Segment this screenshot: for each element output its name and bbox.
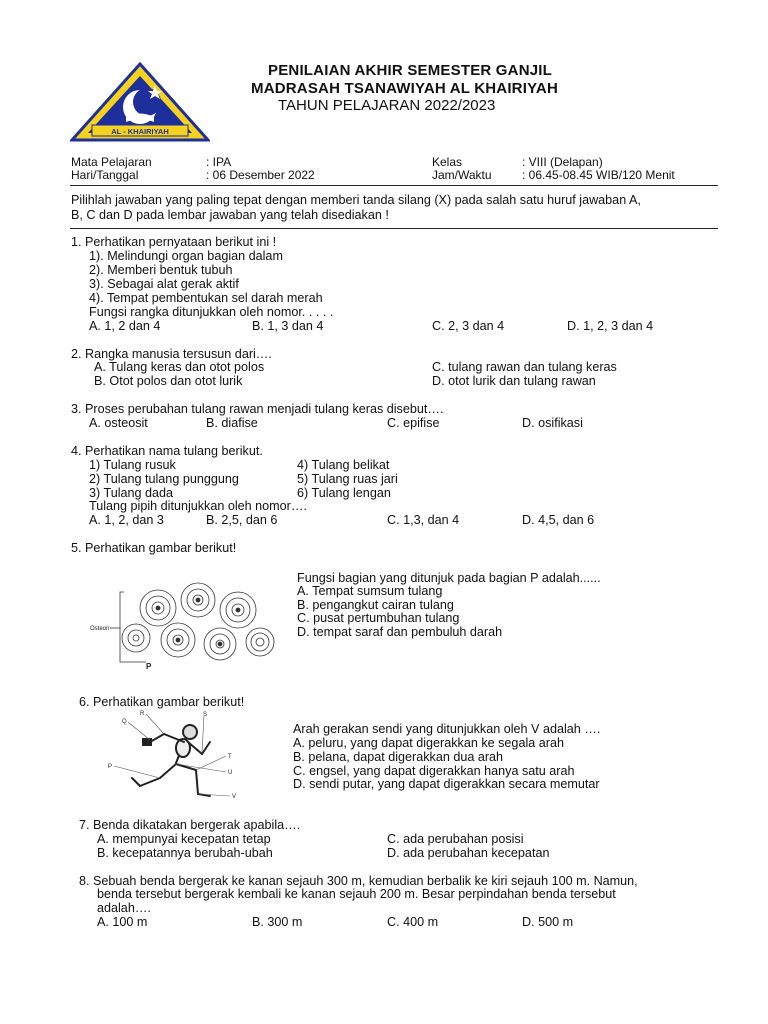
q4-option-a: A. 1, 2, dan 3 — [89, 513, 164, 527]
instruction-line-2: B, C dan D pada lembar jawaban yang telah disediakan ! — [71, 208, 389, 222]
q1-statement-1: 1). Melindungi organ bagian dalam — [89, 249, 283, 263]
q4-option-b: B. 2,5, dan 6 — [206, 513, 278, 527]
q2-option-b: B. Otot polos dan otot lurik — [94, 374, 243, 388]
figure-label-p: P — [108, 764, 113, 770]
time-label: Jam/Waktu — [432, 168, 492, 182]
figure-label-u: U — [228, 770, 233, 776]
figure-label-p: P — [146, 662, 152, 670]
q1-option-b: B. 1, 3 dan 4 — [252, 319, 324, 333]
q6-option-d: D. sendi putar, yang dapat digerakkan secara memutar — [293, 777, 600, 791]
q6-ask: Arah gerakan sendi yang ditunjukkan oleh V adalah …. — [293, 722, 601, 736]
shin-front — [196, 770, 198, 794]
q3-option-b: B. diafise — [206, 416, 258, 430]
foot-back — [132, 778, 140, 786]
q1-option-d: D. 1, 2, 3 dan 4 — [567, 319, 654, 333]
figure-label-t: T — [228, 754, 232, 760]
forearm-right — [202, 742, 210, 754]
hand-glove — [142, 738, 152, 746]
figure-label-v: V — [232, 794, 237, 800]
class-label: Kelas — [432, 155, 463, 169]
school-logo — [70, 62, 210, 144]
osteon-2 — [181, 583, 215, 617]
exam-title: PENILAIAN AKHIR SEMESTER GANJIL — [268, 62, 553, 79]
osteon-1 — [140, 590, 176, 626]
q4-option-d: D. 4,5, dan 6 — [522, 513, 595, 527]
q7-option-b: B. kecepatannya berubah-ubah — [97, 846, 273, 860]
figure-label-r: R — [140, 711, 145, 717]
header-divider-bottom — [70, 228, 718, 229]
q4-option-c: C. 1,3, dan 4 — [387, 513, 460, 527]
q5-ask: Fungsi bagian yang ditunjuk pada bagian P adalah...... — [297, 571, 601, 585]
q1-ask: Fungsi rangka ditunjukkan oleh nomor. . . . . — [89, 305, 334, 319]
q5-option-a: A. Tempat sumsum tulang — [297, 584, 443, 598]
q6-option-a: A. peluru, yang dapat digerakkan ke segala arah — [293, 736, 564, 750]
q6-option-c: C. engsel, yang dapat digerakkan hanya satu arah — [293, 764, 575, 778]
q4-item-6: 6) Tulang lengan — [297, 486, 391, 500]
academic-year: TAHUN PELAJARAN 2022/2023 — [278, 97, 496, 114]
q3-option-c: C. epifise — [387, 416, 440, 430]
q5-option-d: D. tempat saraf dan pembuluh darah — [297, 625, 503, 639]
q6-stem: 6. Perhatikan gambar berikut! — [79, 695, 245, 709]
q7-option-d: D. ada perubahan kecepatan — [387, 846, 550, 860]
q8-line-2: benda tersebut bergerak kembali ke kanan sejauh 200 m. Besar perpindahan benda tersebut — [97, 887, 616, 901]
osteon-6 — [246, 628, 274, 656]
q4-item-2: 2) Tulang tulang punggung — [89, 472, 239, 486]
q1-statement-4: 4). Tempat pembentukan sel darah merah — [89, 291, 323, 305]
q7-stem: 7. Benda dikatakan bergerak apabila…. — [79, 818, 301, 832]
skull — [183, 725, 197, 739]
q2-option-a: A. Tulang keras dan otot polos — [94, 360, 265, 374]
osteon-7 — [122, 624, 150, 652]
q7-option-c: C. ada perubahan posisi — [387, 832, 524, 846]
subject-label: Mata Pelajaran — [71, 155, 152, 169]
q8-option-a: A. 100 m — [97, 915, 148, 929]
q2-option-c: C. tulang rawan dan tulang keras — [432, 360, 617, 374]
q1-statement-2: 2). Memberi bentuk tubuh — [89, 263, 233, 277]
school-name: MADRASAH TSANAWIYAH AL KHAIRIYAH — [251, 80, 558, 97]
instruction-line-1: Pilihlah jawaban yang paling tepat dengan memberi tanda silang (X) pada salah satu huruf jawaban A, — [71, 193, 641, 207]
q8-option-c: C. 400 m — [387, 915, 439, 929]
date-label: Hari/Tanggal — [71, 168, 139, 182]
q6-option-b: B. pelana, dapat digerakkan dua arah — [293, 750, 504, 764]
q3-option-a: A. osteosit — [89, 416, 148, 430]
q8-option-d: D. 500 m — [522, 915, 574, 929]
bone-cross-section-figure — [88, 570, 280, 670]
q2-option-d: D. otot lurik dan tulang rawan — [432, 374, 596, 388]
running-skeleton-figure — [106, 708, 266, 810]
osteon-5 — [204, 628, 236, 660]
forearm-left — [150, 734, 164, 742]
q8-option-b: B. 300 m — [252, 915, 303, 929]
figure-label-osteon: Osteon — [90, 626, 110, 632]
q1-option-a: A. 1, 2 dan 4 — [89, 319, 161, 333]
logo-text: AL - KHAIRIYAH — [111, 127, 169, 136]
q8-line-3: adalah…. — [97, 901, 151, 915]
q5-option-c: C. pusat pertumbuhan tulang — [297, 611, 460, 625]
q4-item-3: 3) Tulang dada — [89, 486, 174, 500]
q4-item-4: 4) Tulang belikat — [297, 458, 390, 472]
figure-label-s: S — [203, 712, 208, 718]
thigh-back — [160, 764, 176, 778]
q1-stem: 1. Perhatikan pernyataan berikut ini ! — [71, 235, 277, 249]
upper-arm-left — [164, 734, 184, 742]
q5-stem: 5. Perhatikan gambar berikut! — [71, 541, 237, 555]
q5-option-b: B. pengangkut cairan tulang — [297, 598, 454, 612]
q2-stem: 2. Rangka manusia tersusun dari…. — [71, 347, 272, 361]
q4-item-5: 5) Tulang ruas jari — [297, 472, 398, 486]
figure-label-q: Q — [122, 719, 127, 725]
osteon-4 — [161, 623, 195, 657]
q1-option-c: C. 2, 3 dan 4 — [432, 319, 505, 333]
q7-option-a: A. mempunyai kecepatan tetap — [97, 832, 271, 846]
q1-statement-3: 3). Sebagai alat gerak aktif — [89, 277, 239, 291]
date-value: : 06 Desember 2022 — [206, 168, 315, 182]
q4-stem: 4. Perhatikan nama tulang berikut. — [71, 444, 263, 458]
subject-value: : IPA — [206, 155, 232, 169]
shin-back — [140, 778, 160, 786]
time-value: : 06.45-08.45 WIB/120 Menit — [522, 168, 675, 182]
q3-stem: 3. Proses perubahan tulang rawan menjadi tulang keras disebut…. — [71, 402, 444, 416]
class-value: : VIII (Delapan) — [522, 155, 603, 169]
osteon-bracket — [120, 592, 124, 662]
q4-ask: Tulang pipih ditunjukkan oleh nomor…. — [89, 499, 307, 513]
q4-item-1: 1) Tulang rusuk — [89, 458, 176, 472]
q3-option-d: D. osifikasi — [522, 416, 583, 430]
q8-stem: 8. Sebuah benda bergerak ke kanan sejauh 300 m, kemudian berbalik ke kiri sejauh 100 m. Namun, — [79, 874, 638, 888]
header-divider-top — [70, 185, 718, 186]
osteon-3 — [220, 592, 256, 628]
